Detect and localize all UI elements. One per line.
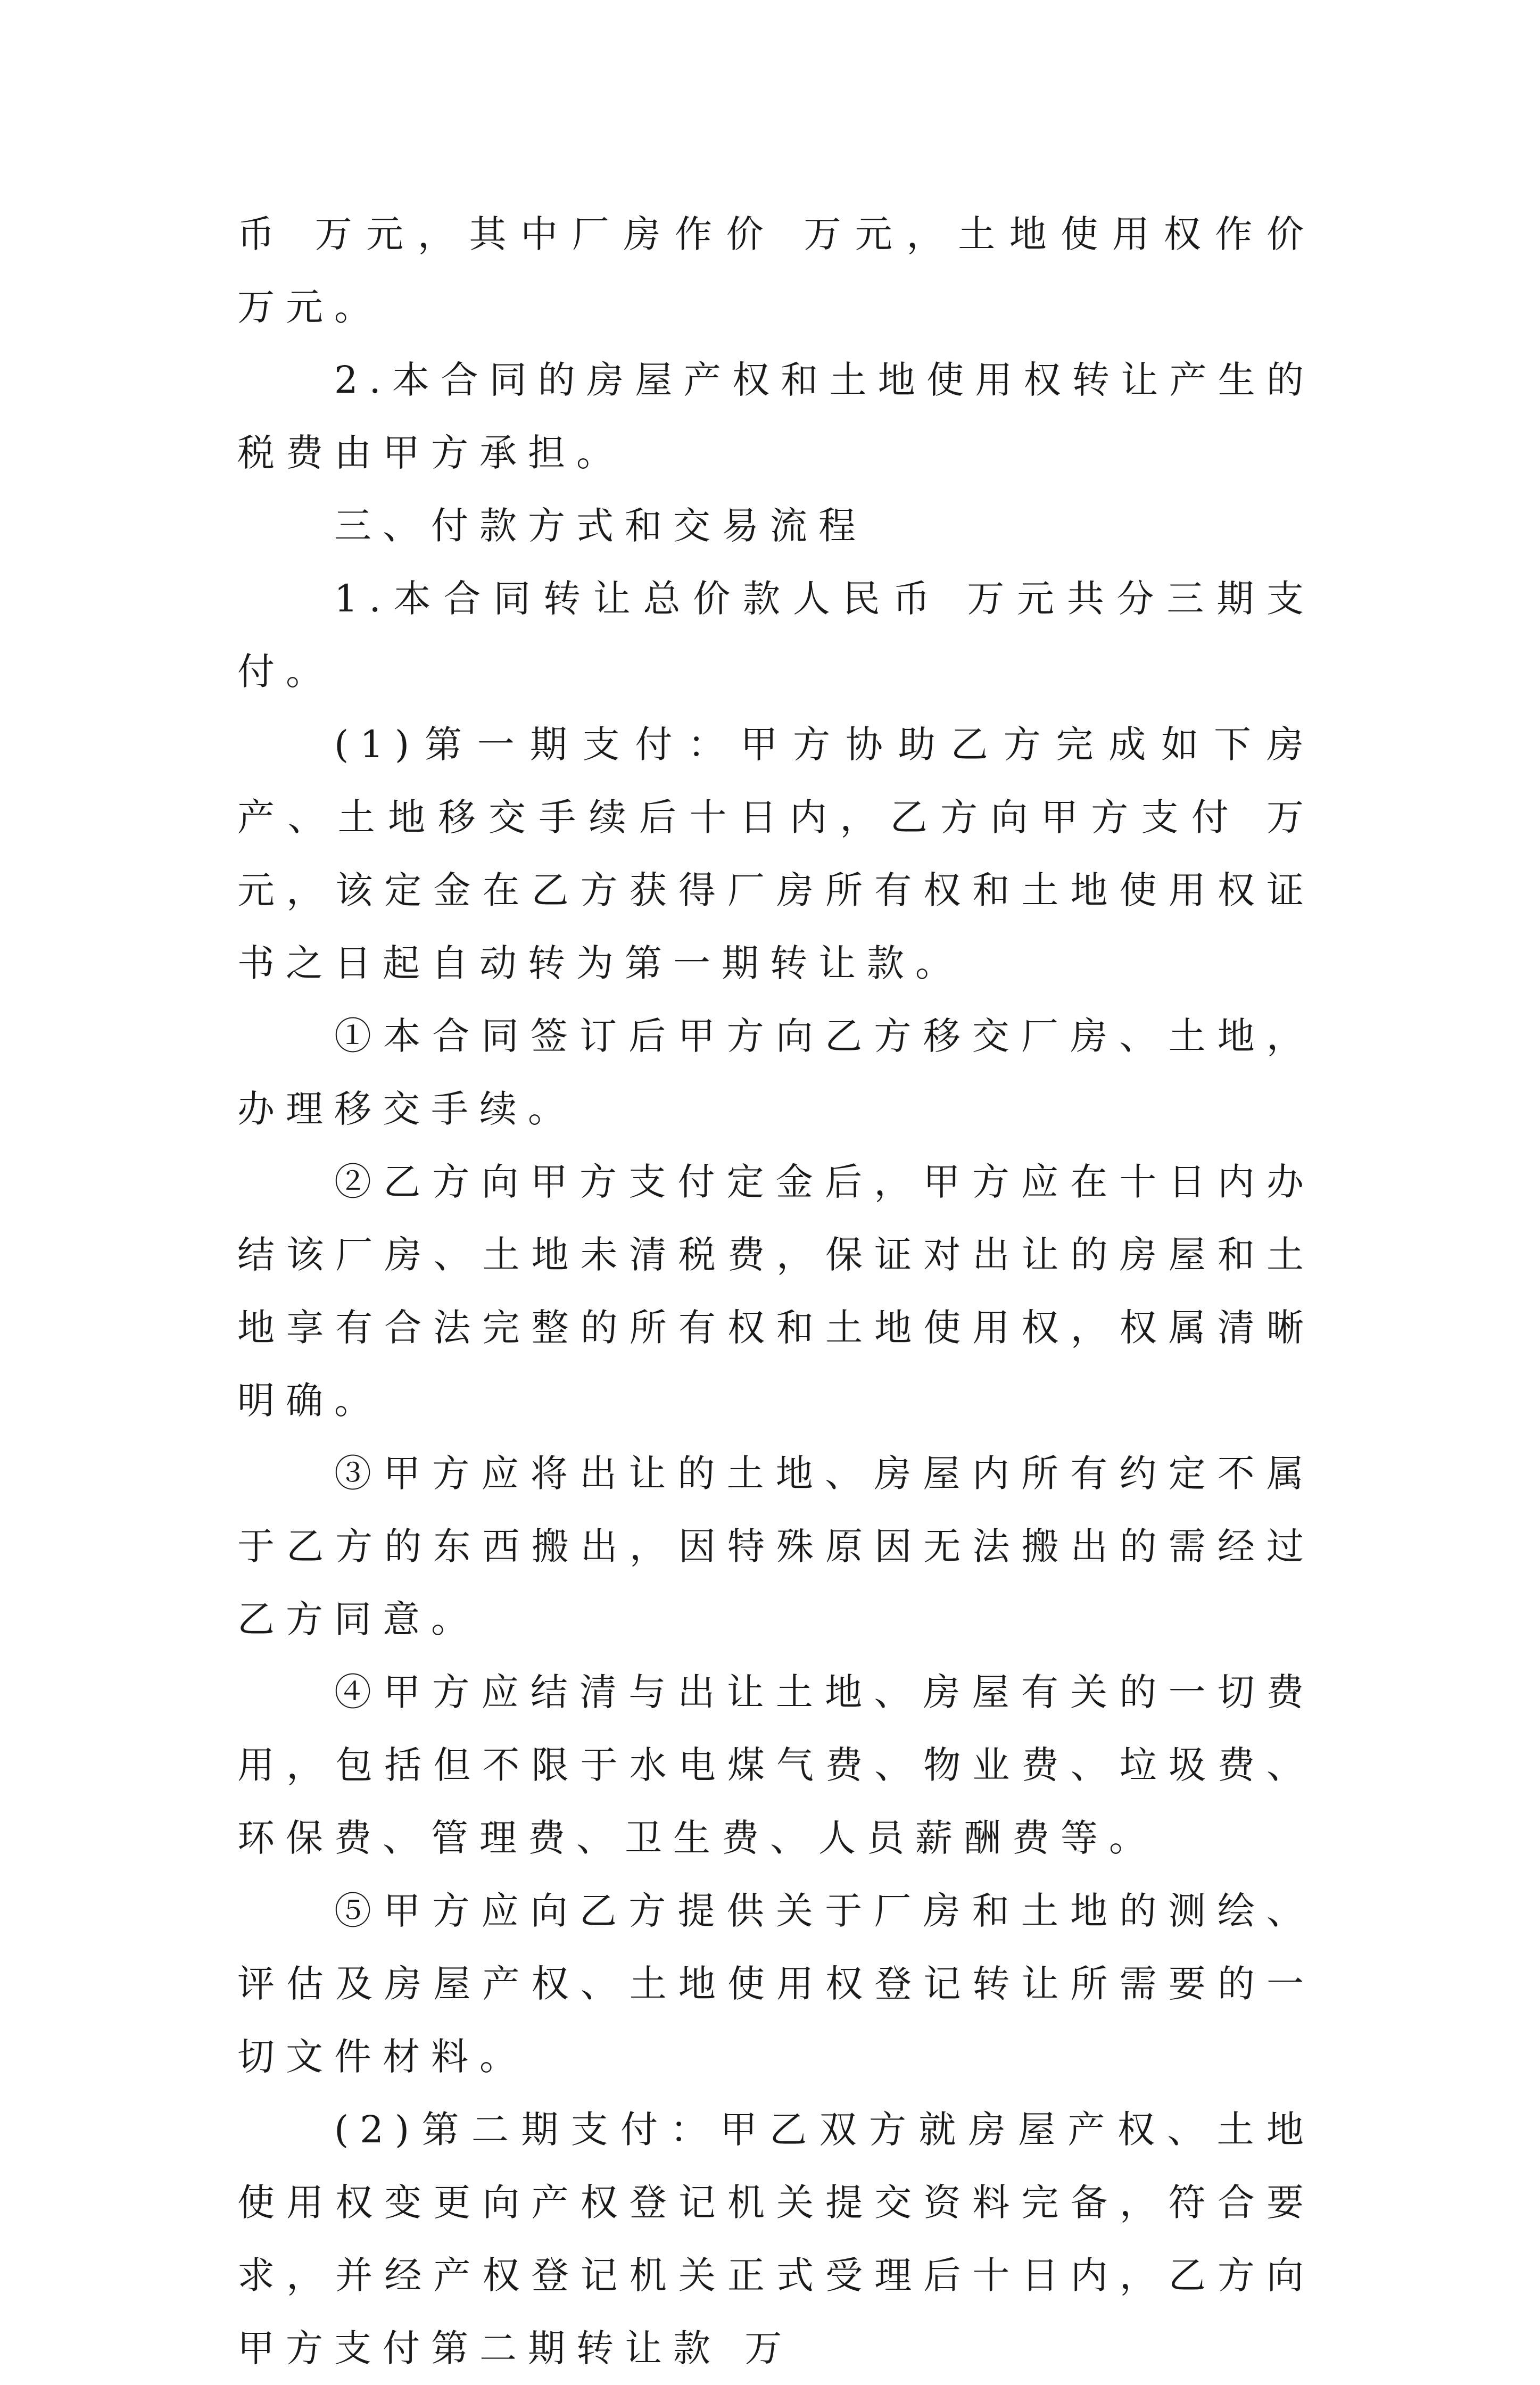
paragraph-tax-clause: 2.本合同的房屋产权和土地使用权转让产生的税费由甲方承担。 (237, 358, 1315, 475)
list-item-tax-settlement: ②乙方向甲方支付定金后，甲方应在十日内办结该厂房、土地未清税费，保证对出让的房屋和土地享有合法完整的所有权和土地使用权，权属清晰明确。 (237, 1160, 1315, 1422)
list-item-handover: ①本合同签订后甲方向乙方移交厂房、土地，办理移交手续。 (237, 1014, 1315, 1131)
paragraph-total-price: 1.本合同转让总价款人民币 万元共分三期支付。 (237, 577, 1315, 693)
section-heading-payment: 三、付款方式和交易流程 (334, 504, 867, 548)
paragraph-price-breakdown: 币 万元，其中厂房作价 万元，土地使用权作价 万元。 (237, 212, 1315, 329)
paragraph-first-payment: (1)第一期支付：甲方协助乙方完成如下房产、土地移交手续后十日内，乙方向甲方支付 万元，该定金在乙方获得厂房所有权和土地使用权证书之日起自动转为第一期转让款。 (237, 723, 1315, 985)
paragraph-second-payment: (2)第二期支付：甲乙双方就房屋产权、土地使用权变更向产权登记机关提交资料完备，符合要求，并经产权登记机关正式受理后十日内，乙方向甲方支付第二期转让款 万 (237, 2108, 1315, 2370)
list-item-provide-documents: ⑤甲方应向乙方提供关于厂房和土地的测绘、评估及房屋产权、土地使用权登记转让所需要的一切文件材料。 (237, 1889, 1315, 2078)
list-item-settle-fees: ④甲方应结清与出让土地、房屋有关的一切费用，包括但不限于水电煤气费、物业费、垃圾费、环保费、管理费、卫生费、人员薪酬费等。 (237, 1670, 1315, 1860)
list-item-remove-property: ③甲方应将出让的土地、房屋内所有约定不属于乙方的东西搬出，因特殊原因无法搬出的需经过乙方同意。 (237, 1452, 1315, 1641)
contract-text (237, 198, 1315, 2385)
